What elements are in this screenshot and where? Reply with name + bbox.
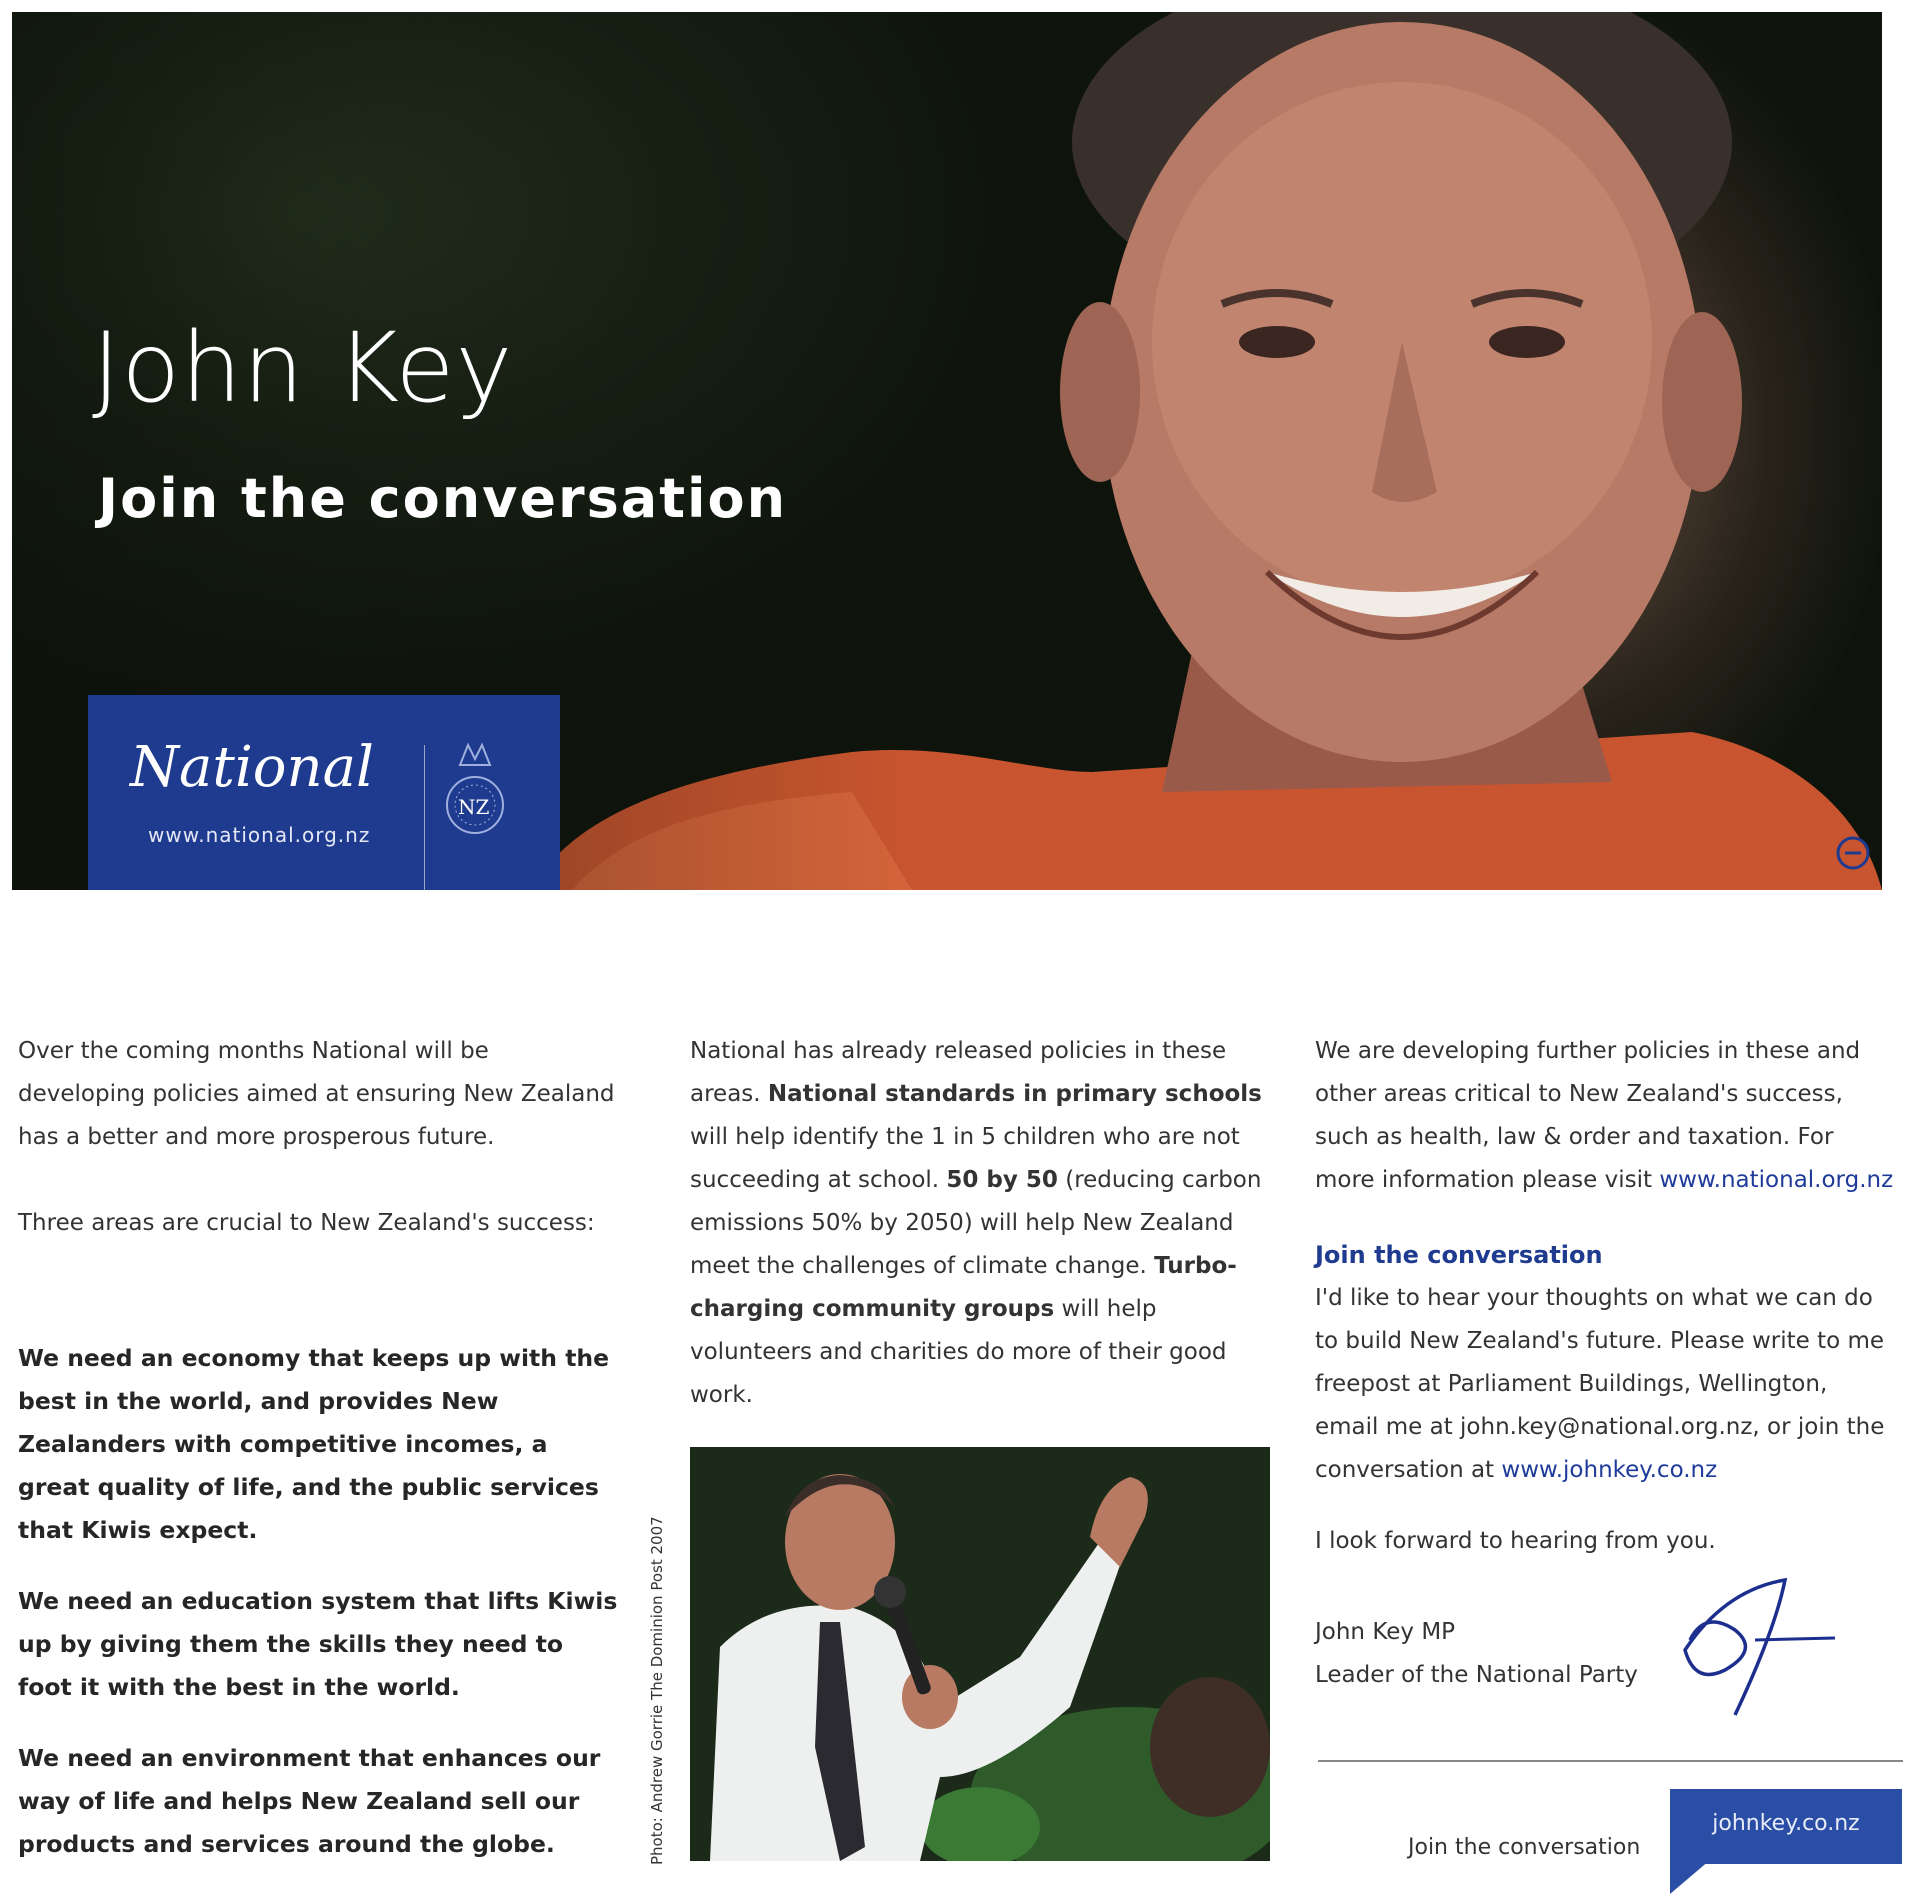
- signatory-role: Leader of the National Party: [1315, 1662, 1638, 1688]
- photo-credit: Photo: Andrew Gorrie The Dominion Post 2007: [648, 1516, 666, 1865]
- policies-text-2: will help identify the 1 in 5 children who are not succeeding at school.: [690, 1124, 1240, 1193]
- footer-divider: [1318, 1760, 1903, 1762]
- crest-label: NZ: [458, 795, 490, 819]
- intro-lead-in: Three areas are crucial to New Zealand's success:: [18, 1210, 595, 1236]
- speech-photo-image: [690, 1447, 1270, 1861]
- speech-bubble-tail-icon: [1670, 1860, 1710, 1896]
- handwritten-signature: [1665, 1570, 1845, 1720]
- policy-national-standards: National standards in primary schools: [767, 1081, 1262, 1107]
- logo-url[interactable]: www.national.org.nz: [148, 823, 371, 847]
- education-statement: We need an education system that lifts Kiwis up by giving them the skills they need to foot it with the best in the world.: [18, 1587, 618, 1701]
- johnkey-speech-bubble[interactable]: [1670, 1789, 1902, 1864]
- bubble-text[interactable]: johnkey.co.nz: [1712, 1811, 1860, 1836]
- join-conversation-heading: Join the conversation: [1315, 1241, 1603, 1269]
- logo-divider: [424, 745, 425, 890]
- speech-photo: [690, 1447, 1270, 1861]
- signatory-name: John Key MP: [1315, 1619, 1456, 1645]
- hero-title: John Key: [92, 312, 514, 424]
- further-policies-paragraph: [1315, 1030, 1895, 1202]
- hero-banner: [12, 12, 1882, 890]
- policies-text-4: will help volunteers and charities do more of their good work.: [690, 1296, 1227, 1408]
- national-logo[interactable]: [88, 695, 560, 890]
- column-intro: [18, 1030, 618, 1866]
- hero-subtitle: Join the conversation: [98, 467, 788, 530]
- policy-turbo-charging: Turbo-charging community groups: [690, 1253, 1237, 1322]
- crown-crest-icon: [440, 735, 510, 845]
- closing-line: I look forward to hearing from you.: [1315, 1528, 1716, 1554]
- authorisation-mark-icon: [1834, 834, 1872, 872]
- intro-paragraph: Over the coming months National will be developing policies aimed at ensuring New Zealand has a better and more prosperous future.: [18, 1038, 615, 1150]
- footer-tagline: Join the conversation: [1408, 1835, 1641, 1860]
- environment-statement: We need an environment that enhances our way of life and helps New Zealand sell our products and services around the globe.: [18, 1744, 601, 1858]
- johnkey-website-link[interactable]: www.johnkey.co.nz: [1501, 1457, 1718, 1483]
- logo-wordmark: National: [130, 735, 374, 800]
- policies-paragraph: [690, 1030, 1270, 1417]
- column-policies: [690, 1030, 1270, 1417]
- policies-text-3: (reducing carbon emissions 50% by 2050) will help New Zealand meet the challenges of climate change.: [690, 1167, 1262, 1279]
- further-policies-text: We are developing further policies in these and other areas critical to New Zealand's success, such as health, law & order and taxation. For more information please visit: [1315, 1038, 1861, 1193]
- national-website-link[interactable]: www.national.org.nz: [1659, 1167, 1894, 1193]
- economy-statement: We need an economy that keeps up with the best in the world, and provides New Zealanders with competitive incomes, a great quality of life, and the public services that Kiwis expect.: [18, 1344, 610, 1544]
- policy-50-by-50: 50 by 50: [946, 1167, 1058, 1193]
- policies-text-1: National has already released policies in these areas.: [690, 1038, 1227, 1107]
- contact-paragraph: [1315, 1277, 1895, 1492]
- contact-text: I'd like to hear your thoughts on what we can do to build New Zealand's future. Please write to me freepost at Parliament Buildings, Wellington, email me at john.key@national.org.nz, or join the conversation at: [1315, 1285, 1885, 1483]
